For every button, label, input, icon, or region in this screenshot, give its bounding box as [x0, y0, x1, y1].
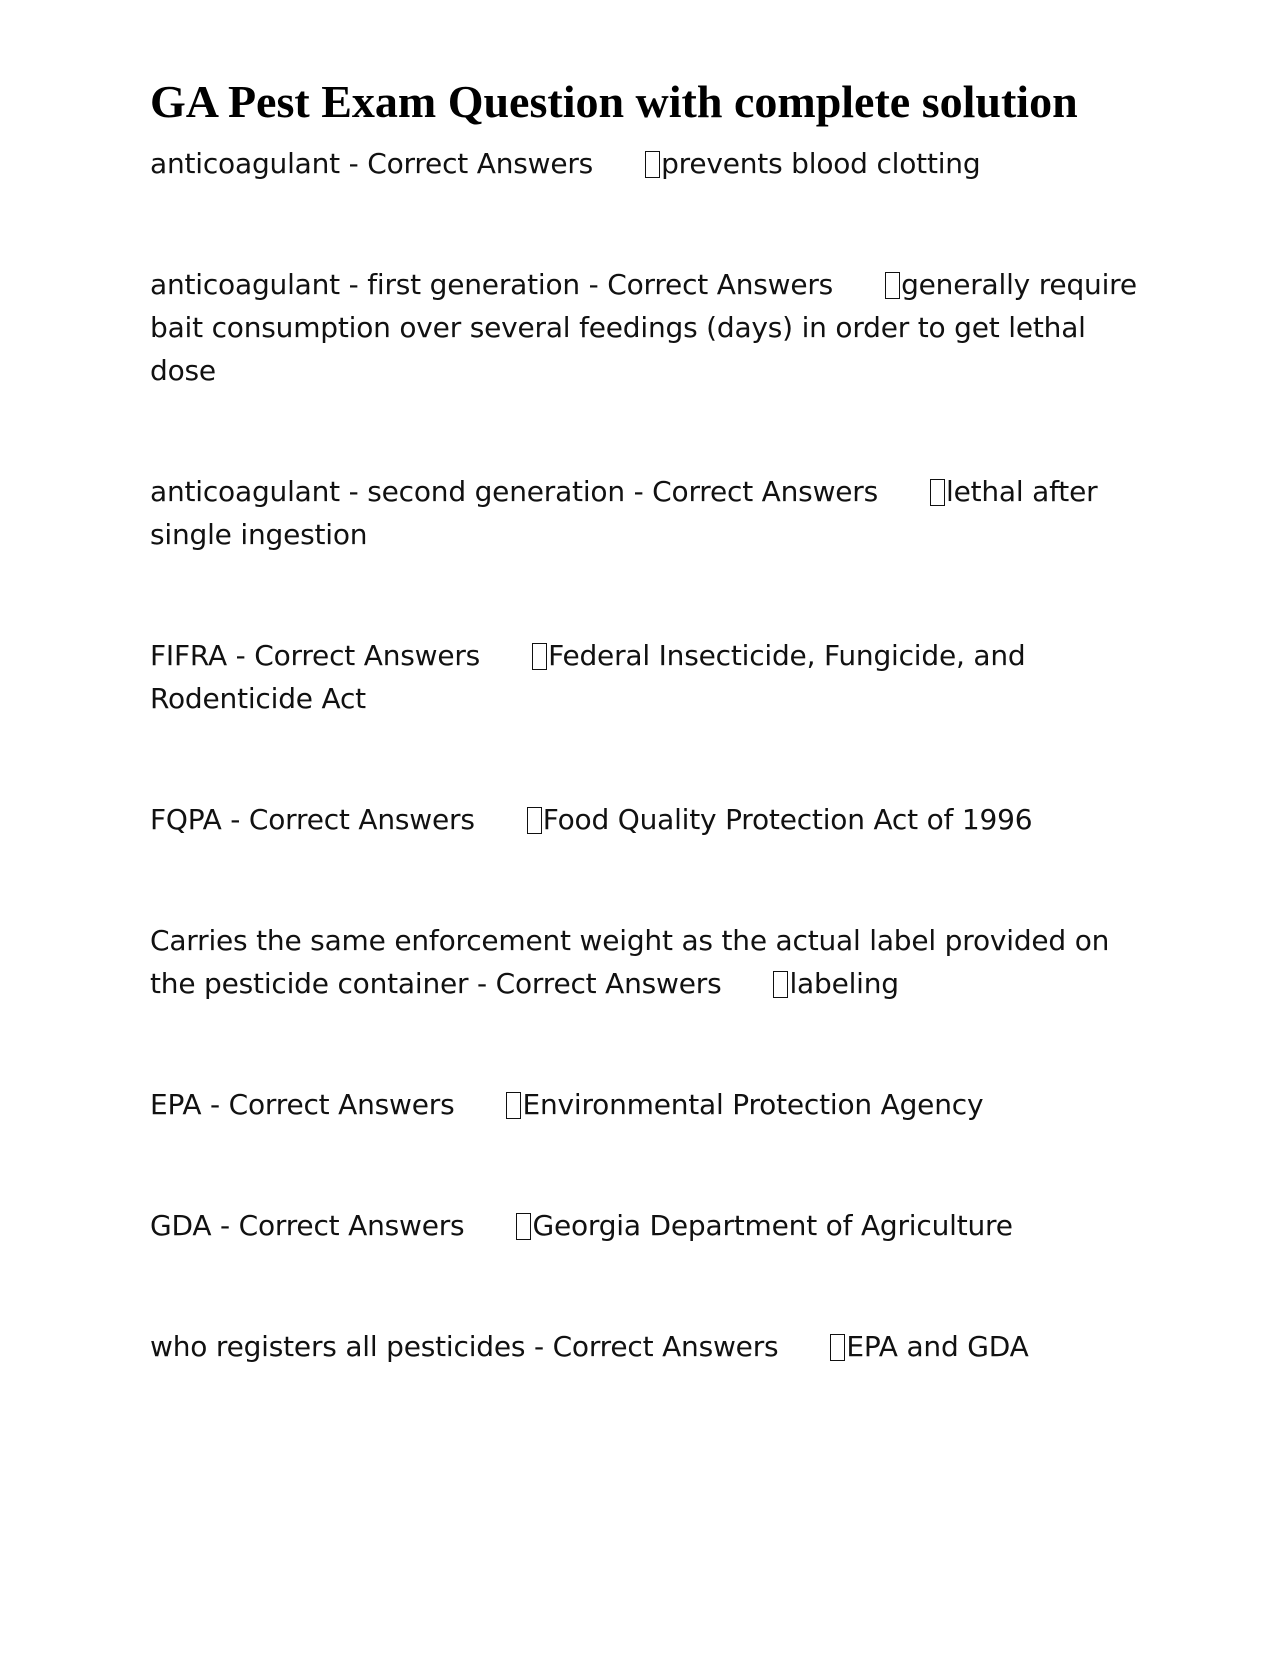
- missing-glyph-icon: [506, 1092, 521, 1119]
- qa-entry: [150, 470, 1140, 556]
- correct-answers-label: - Correct Answers: [226, 639, 481, 672]
- entry-answer: prevents blood clotting: [661, 147, 981, 180]
- entry-answer: EPA and GDA: [846, 1330, 1029, 1363]
- missing-glyph-icon: [532, 643, 547, 670]
- entry-term: FQPA: [150, 803, 222, 836]
- correct-answers-label: - Correct Answers: [201, 1088, 455, 1121]
- qa-entry: [150, 798, 1140, 841]
- missing-glyph-icon: [645, 151, 660, 178]
- entry-answer: generally require bait consumption over several feedings (days) in order to get lethal dose: [150, 268, 1137, 387]
- missing-glyph-icon: [773, 971, 788, 998]
- correct-answers-label: - Correct Answers: [579, 268, 834, 301]
- missing-glyph-icon: [885, 272, 900, 299]
- missing-glyph-icon: [830, 1334, 845, 1361]
- qa-entry: [150, 263, 1140, 392]
- correct-answers-label: - Correct Answers: [339, 147, 594, 180]
- entry-answer: Food Quality Protection Act of 1996: [542, 803, 1033, 836]
- entry-answer: Georgia Department of Agriculture: [532, 1209, 1013, 1242]
- entry-term: anticoagulant: [150, 147, 340, 180]
- missing-glyph-icon: [930, 479, 945, 506]
- entry-term: Carries the same enforcement weight as the actual label provided on the pesticide container: [150, 924, 1110, 1000]
- correct-answers-label: - Correct Answers: [624, 475, 878, 508]
- entry-answer: Environmental Protection Agency: [522, 1088, 984, 1121]
- entry-term: GDA: [150, 1209, 212, 1242]
- entry-term: anticoagulant - second generation: [150, 475, 625, 508]
- correct-answers-label: - Correct Answers: [468, 967, 722, 1000]
- entry-answer: lethal after single ingestion: [150, 475, 1098, 551]
- entry-term: who registers all pesticides: [150, 1330, 526, 1363]
- entry-answer: Federal Insecticide, Fungicide, and Rodenticide Act: [150, 639, 1026, 715]
- correct-answers-label: - Correct Answers: [221, 803, 475, 836]
- correct-answers-label: - Correct Answers: [525, 1330, 779, 1363]
- missing-glyph-icon: [516, 1213, 531, 1240]
- qa-entry: [150, 1325, 1140, 1368]
- qa-entry: [150, 1083, 1140, 1126]
- missing-glyph-icon: [527, 807, 542, 834]
- page-title: GA Pest Exam Question with complete solution: [150, 76, 1078, 127]
- entry-answer: labeling: [789, 967, 899, 1000]
- entry-term: anticoagulant - first generation: [150, 268, 580, 301]
- qa-entry: [150, 1204, 1140, 1247]
- entry-term: EPA: [150, 1088, 202, 1121]
- qa-entry: [150, 142, 1140, 185]
- qa-entry: [150, 634, 1140, 720]
- entry-term: FIFRA: [150, 639, 227, 672]
- correct-answers-label: - Correct Answers: [211, 1209, 465, 1242]
- qa-entry: [150, 919, 1140, 1005]
- document-page: [150, 74, 1140, 1446]
